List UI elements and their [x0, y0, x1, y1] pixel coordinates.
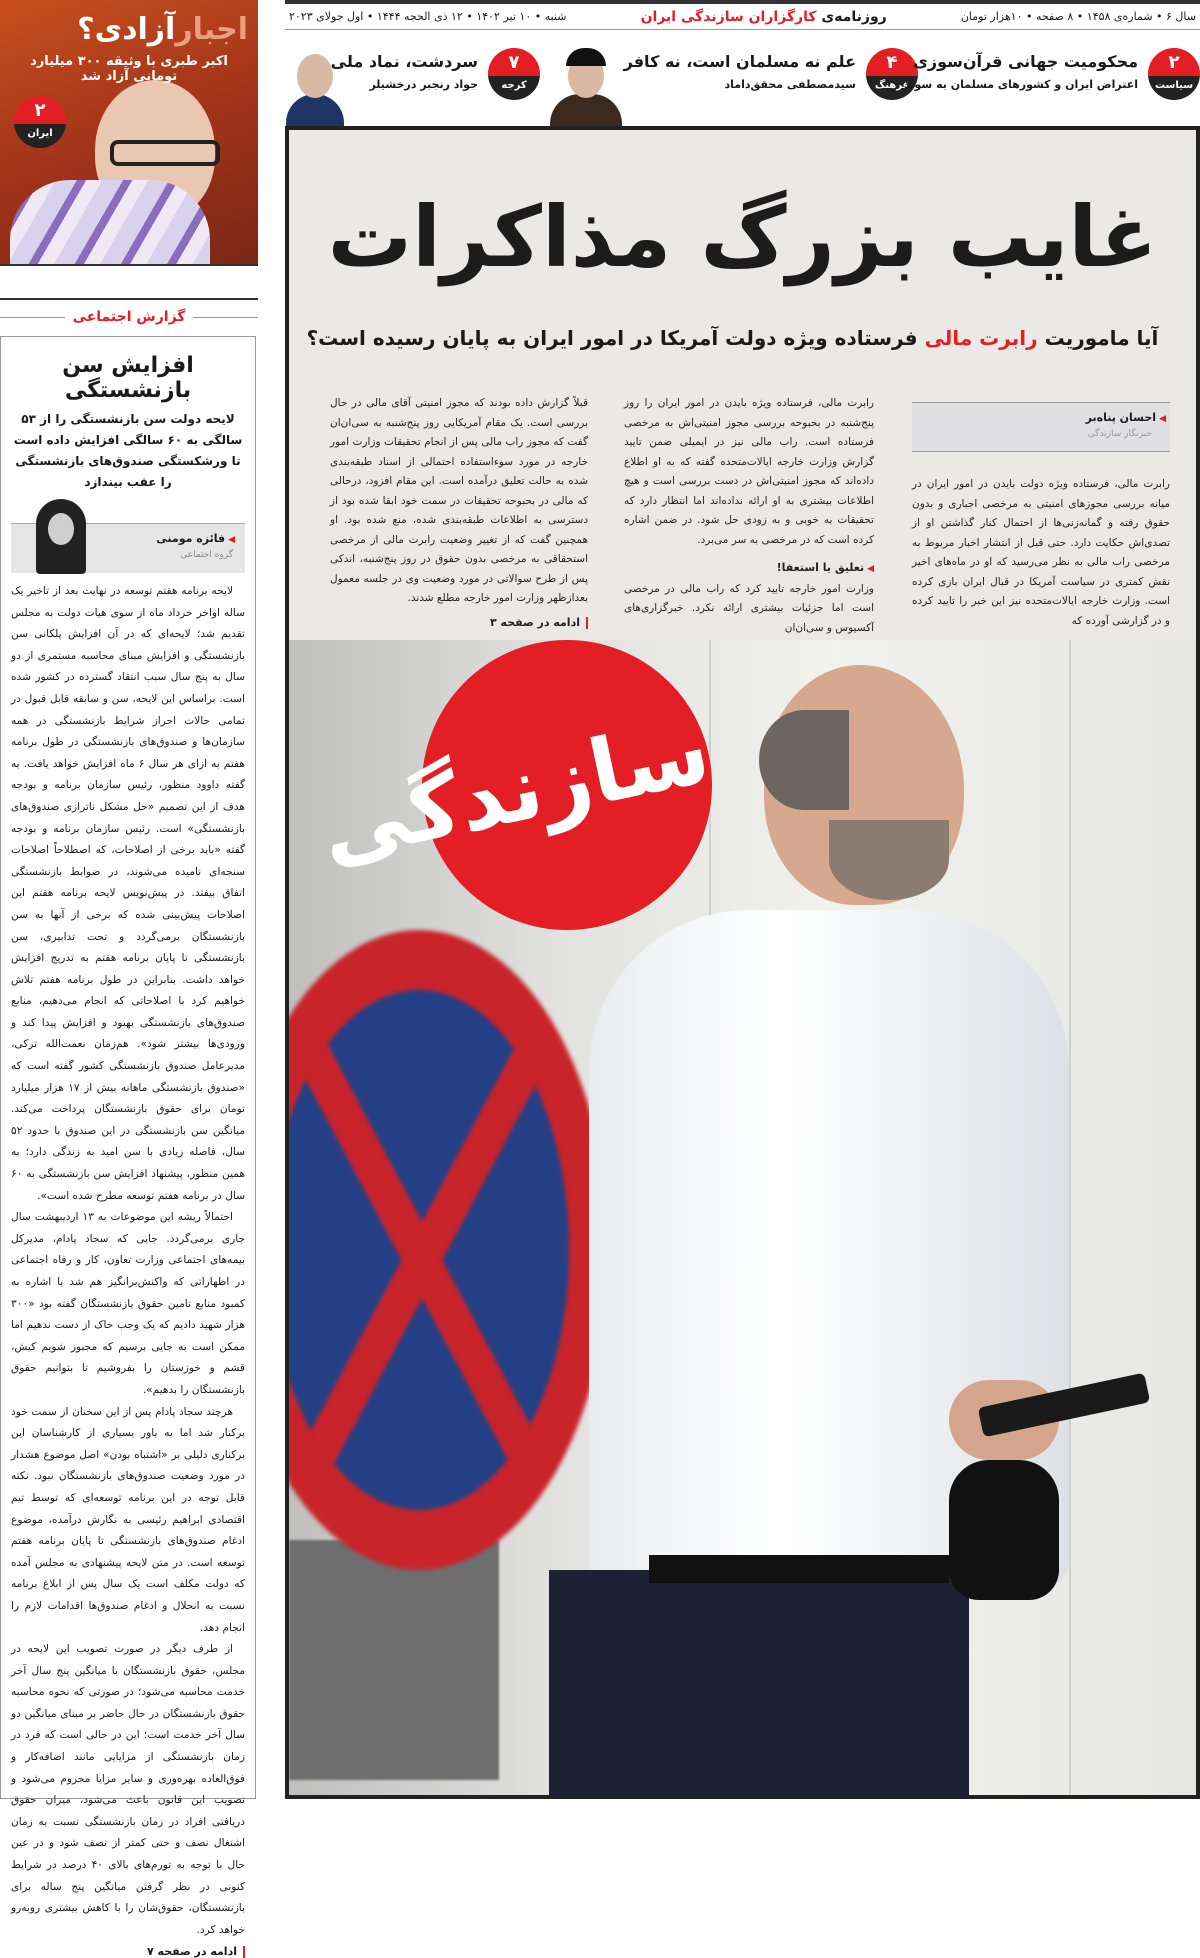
- lead-headline[interactable]: غایب بزرگ مذاکرات: [327, 188, 1158, 286]
- teaser-title: محکومیت جهانی قرآن‌سوزی: [913, 52, 1138, 71]
- photo-man-hair: [759, 710, 849, 810]
- teaser-title: اکبر طبری با وثیقه ۳۰۰ میلیارد تومانی آزاد شد: [30, 54, 228, 84]
- lead-column-2: رابرت مالی، فرستاده ویژه بایدن در امور ایران را روز پنج‌شنبه در بحبوحه بررسی مجوز امنیتی‌اش به مرخصی فرستاده است. راب مالی نیز در ایمیلی ضمن تایید گزارش وزارت خارجه ایالات‌متحده گفته که به او اطلاع داده‌اند که مجوز امنیتی‌اش در دست بررسی است و هیچ اطلاعات بیشتری به او ارائه نداده‌اند اما انتظار دارد که تحقیقات به خوبی و به زودی حل شود. در ضمن اشاره کرده است که در مرخصی به سر می‌برد. ◀ تعلیق یا استعفا! وزارت امور خارجه تایید کرد که راب مالی در مرخصی است اما جزئیات بیشتری ارائه نکرد. خبرگزاری‌های آکسیوس و سی‌ان‌ان: [624, 394, 874, 638]
- teaser-subtitle: سیدمصطفی محقق‌داماد: [724, 78, 856, 91]
- teaser-subtitle: اعتراض ایران و کشورهای مسلمان به سوئد: [904, 78, 1138, 91]
- teaser-kicker: اجبارآزادی؟: [77, 12, 248, 47]
- author-box: [912, 402, 1170, 452]
- teaser-1[interactable]: [904, 38, 1200, 126]
- street-sign-plate: [289, 1540, 499, 1780]
- photo-subject-glasses: [110, 140, 220, 166]
- teaser-2[interactable]: [548, 38, 918, 126]
- lead-column-1: رابرت مالی، فرستاده ویژه دولت بایدن در امور ایران در میانه بررسی مجوزهای امنیتی به مرخصی اجباری و بدون حقوق رفته و گمانه‌زنی‌ها از احتمال کنار گذاشتن او از تصدی‌اش حکایت دارد. حتی قبل از انتشار اخبار مربوط به مرخصی راب مالی به نظر می‌رسید که او در ماه‌های اخیر نقش کمتری در سیاست آمریکا در قبال ایران بازی کرده است. وزارت خارجه ایالات‌متحده نیز این خبر را تایید کرده و در گزارشی آورده که: [912, 478, 1170, 627]
- teaser-photo: [548, 46, 624, 126]
- author-box: [11, 523, 245, 573]
- social-report: [0, 298, 258, 1958]
- column-subhead: ◀ تعلیق یا استعفا!: [624, 558, 874, 580]
- lead-story: [285, 126, 1200, 1799]
- issue-date: شنبه • ۱۰ تیر ۱۴۰۲ • ۱۲ ذی الحجه ۱۴۴۴ • اول جولای ۲۰۲۳: [289, 10, 567, 23]
- report-body: لایحه برنامه هفتم توسعه در نهایت بعد از تاخیر یک ساله اواخر خرداد ماه از سوی هیات دولت به مجلس تقدیم شد؛ لایحه‌ای که در آن افزایش پلکانی سن بازنشستگی و افزایش مبنای محاسبه مستمری از دو سال به پنج سال سبب انتقاد گسترده در کشور شده است. براساس این لایحه، سن و سابقه قابل قبول در تمامی حالات احراز شرایط بازنشستگی در همه سازمان‌ها و صندوق‌های بازنشستگی در طول برنامه هفتم به ازای هر سال ۶ ماه افزایش خواهد یافت. به گفته داوود منظور، رئیس سازمان برنامه و بودجه هدف از این تصمیم «حل مشکل ناترازی صندوق‌های بازنشستگی» است. رئیس سازمان برنامه و بودجه گفته «باید برخی از اصلاحات، که اصطلاحاً اصلاحات سنجه‌ای نامیده می‌شوند، در ضوابط بازنشستگی اتفاق بیفتد. در پیش‌نویس لایحه برنامه هفتم این اصلاحات پیش‌بینی شده که برخی از آنها به سن بازنشستگان برمی‌گردد و تحت تدابیری، سن بازنشستگی تا پایان برنامه هفتم به تدریج افزایش خواهد داشت. بنابراین در طول برنامه هفتم تلاش خواهیم کرد با اصلاحاتی که انجام می‌دهیم، منابع صندوق‌های بازنشستگی بهبود و افزایش پیدا کند و ورودی‌ها بیشتر شود». هم‌زمان نعمت‌الله ترکی، مدیرعامل صندوق بازنشستگی کشور گفته است که «صندوق بازنشستگی ماهانه بیش از ۱۷ هزار میلیارد تومان برای حقوق بازنشستگان پرداخت می‌کند. میانگین سن بازنشستگی در این صندوق با حدود ۵۲ سال، فاصله زیادی با سن امید به زندگی دارد؛ به همین منظور، پیشنهاد افزایش سن بازنشستگی به ۶۰ سال در برنامه هفتم توسعه مطرح شده است». احتمالاً ریشه این موضوعات به ۱۳ اردیبهشت سال جاری برمی‌گردد. جایی که سجاد پادام، مدیرکل بیمه‌های اجتماعی وزارت تعاون، کار و رفاه اجتماعی در اظهاراتی که واکنش‌برانگیز هم شد با اشاره به کمبود منابع تامین حقوق بازنشستگان گفته بود «۳۰۰ هزار شهید دادیم که یک وجب خاک از دست ندهیم اما ممکن است به جایی برسیم که مجبور شویم کیش، قشم و خوزستان را بفروشیم تا بتوانیم حقوق بازنشستگان را بدهیم». هرچند سجاد پادام پس از این سخنان از سمت خود برکنار شد اما به باور بسیاری از کارشناسان این برکناری دلیلی بر «اشتباه بودن» اصل موضوع هشدار در مورد وضعیت صندوق‌های بازنشستگان نبود. نکته قابل توجه در این برنامه توسعه‌ای که توسط تیم اقتصادی ابراهیم رئیسی به نگارش درآمده، موضوع ادغام صندوق‌های بازنشستگی تا پایان برنامه هفتم توسعه است. در متن لایحه پیشنهادی به مجلس آمده که دولت مکلف است یک سال پس از ابلاغ برنامه نسبت به انحلال و ادغام صندوق‌ها اقدامات لازم را انجام دهد. از طرف دیگر در صورت تصویب این لایحه در مجلس، حقوق بازنشستگان با میانگین پنج سال آخر خدمت محاسبه می‌شود؛ در صورتی که نحوه محاسبه حقوق بازنشستگان در حال حاضر بر مبنای میانگین دو سال آخر خدمت است؛ این در حالی است که فرد در زمان بازنشستگی از مزایایی مانند اضافه‌کار و فوق‌العاده بهره‌وری و سایر مزایا محروم می‌شود و تصویب این قانون باعث می‌شود، میزان حقوق دریافتی افراد در زمان بازنشستگی نسبت به زمان اشتغال نصف و حتی کمتر از نصف شود و در عین حال با توجه به تورم‌های بالای ۴۰ درصد در شرایط کنونی در نظر گرفتن میانگین پنج ساله برای بازنشستگان، حقوق‌شان را با کاهش بیشتری روبه‌رو خواهد کرد.: [11, 585, 245, 1936]
- teaser-subtitle: جواد رنجبر درخشیلر: [369, 78, 478, 91]
- continued-link[interactable]: ادامه در صفحه ۷: [11, 1945, 245, 1958]
- no-parking-sign-icon: [289, 930, 609, 1570]
- photo-man-beard: [829, 820, 949, 900]
- photo-subject-shirt: [10, 180, 210, 266]
- teaser-title: علم نه مسلمان است، نه کافر: [623, 52, 856, 71]
- teaser-bar: [285, 38, 1200, 126]
- report-subtitle: لایحه دولت سن بازنشستگی را از ۵۳ سالگی به ۶۰ سالگی افزایش داده است تا ورشکستگی صندوق‌های بازنشستگی را عقب بیندازد: [13, 412, 243, 489]
- author-name: ◀ احسان پناه‌بر: [1086, 411, 1166, 424]
- left-teaser-tabari[interactable]: [0, 0, 258, 266]
- masthead: [285, 0, 1200, 30]
- continued-link[interactable]: ادامه در صفحه ۳: [330, 613, 588, 633]
- sazandegi-logo: سازندگی: [395, 640, 739, 957]
- page-badge: ۷ کرجه: [488, 48, 540, 100]
- author-role: گروه اجتماعی: [180, 550, 233, 560]
- page-badge: ۴ فرهنگ: [866, 48, 918, 100]
- report-title[interactable]: افزایش سن بازنشستگی: [62, 353, 194, 403]
- teaser-3[interactable]: [285, 38, 540, 126]
- issue-info: سال ۶ • شماره‌ی ۱۴۵۸ • ۸ صفحه • ۱۰هزار تومان: [960, 10, 1196, 23]
- face-mask: [949, 1460, 1059, 1600]
- lead-subhead: آیا ماموریت رابرت مالی فرستاده ویژه دولت آمریکا در امور ایران به پایان رسیده است؟: [306, 326, 1159, 350]
- author-name: ◀ فائزه مومنی: [156, 532, 235, 545]
- section-label: گزارش اجتماعی: [72, 309, 186, 325]
- lead-photo: [289, 640, 1196, 1795]
- page-badge: ۲ سیاست: [1148, 48, 1200, 100]
- teaser-title: سردشت، نماد ملی: [330, 52, 478, 71]
- photo-man-pants: [549, 1570, 969, 1795]
- author-role: خبرنگار سازندگی: [1087, 429, 1152, 439]
- photo-belt: [649, 1555, 949, 1583]
- page-badge: ۲ ایران: [14, 96, 66, 148]
- lead-column-3: قبلاً گزارش داده بودند که مجوز امنیتی آقای مالی در حال بررسی است. یک مقام آمریکایی روز پنج‌شنبه به سی‌ان‌ان گفت که مجوز راب مالی پس از انجام تحقیقات وزارت امور خارجه در مورد سوءاستفاده احتمالی از اسناد طبقه‌بندی شده به حالت تعلیق درآمده است. این مقام افزود، درحالی که مالی در بحبوحه تحقیقات در سمت خود ابقا شده بود از دسترسی به اطلاعات طبقه‌بندی شده، منع شده بود. او همچنین گفت که از تغییر وضعیت رابرت مالی از مرخصی استحقاقی به مرخصی بدون حقوق در روز پنج‌شنبه، اندکی پس از طرح سوالاتی در مورد وضعیت وی در جلسه معمول بعدازظهر وزارت امور خارجه مطلع شدند. ادامه در صفحه ۳: [330, 394, 588, 632]
- author-avatar: [36, 499, 86, 574]
- paper-name: روزنامه‌ی کارگزاران سازندگی ایران: [640, 8, 887, 25]
